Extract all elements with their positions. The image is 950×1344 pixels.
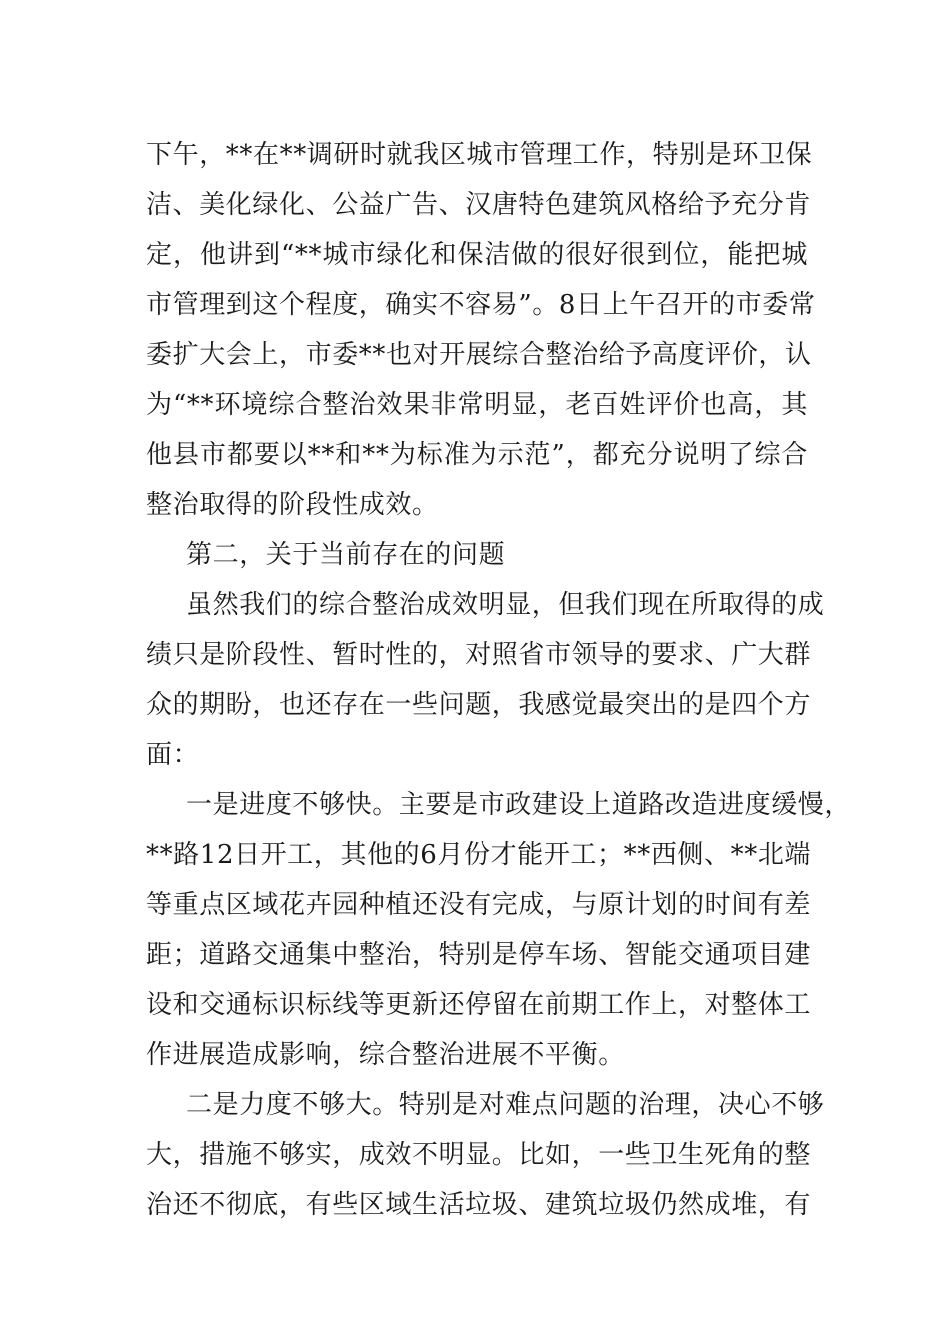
- text-line: 一是进度不够快。主要是市政建设上道路改造进度缓慢，: [186, 790, 852, 820]
- text-line: 定，他讲到“**城市绿化和保洁做的很好很到位，能把城: [146, 240, 808, 270]
- text-line: 他县市都要以**和**为标准为示范”，都充分说明了综合: [146, 440, 808, 470]
- text-line: 二是力度不够大。特别是对难点问题的治理，决心不够: [186, 1090, 825, 1120]
- text-line: **路12日开工，其他的6月份才能开工；**西侧、**北端: [146, 840, 812, 870]
- text-line: 虽然我们的综合整治成效明显，但我们现在所取得的成: [186, 590, 825, 620]
- text-line: 作进展造成影响，综合整治进展不平衡。: [146, 1040, 625, 1070]
- text-line: 洁、美化绿化、公益广告、汉唐特色建筑风格给予充分肯: [146, 190, 812, 220]
- text-line: 大，措施不够实，成效不明显。比如，一些卫生死角的整: [146, 1140, 812, 1170]
- text-line: 委扩大会上，市委**也对开展综合整治给予高度评价，认: [146, 340, 812, 370]
- text-line: 整治取得的阶段性成效。: [146, 490, 439, 520]
- paragraph-4: [146, 780, 852, 1080]
- text-line: 面：: [146, 740, 200, 770]
- text-line: 市管理到这个程度，确实不容易”。8日上午召开的市委常: [146, 290, 816, 320]
- paragraph-1: [146, 130, 816, 530]
- text-line: 距；道路交通集中整治，特别是停车场、智能交通项目建: [146, 940, 812, 970]
- paragraph-3: [146, 580, 825, 780]
- text-line: 为“**环境综合整治效果非常明显，老百姓评价也高，其: [146, 390, 808, 420]
- text-line: 下午，**在**调研时就我区城市管理工作，特别是环卫保: [146, 140, 813, 170]
- document-body: [146, 130, 852, 1230]
- text-line: 等重点区域花卉园种植还没有完成，与原计划的时间有差: [146, 890, 812, 920]
- section-heading-2: [146, 530, 808, 580]
- text-line: 绩只是阶段性、暂时性的，对照省市领导的要求、广大群: [146, 640, 812, 670]
- section-heading: 第二，关于当前存在的问题: [186, 540, 506, 570]
- paragraph-5: [146, 1080, 825, 1230]
- text-line: 设和交通标识标线等更新还停留在前期工作上，对整体工: [146, 990, 812, 1020]
- text-line: 治还不彻底，有些区域生活垃圾、建筑垃圾仍然成堆，有: [146, 1190, 812, 1220]
- text-line: 众的期盼，也还存在一些问题，我感觉最突出的是四个方: [146, 690, 812, 720]
